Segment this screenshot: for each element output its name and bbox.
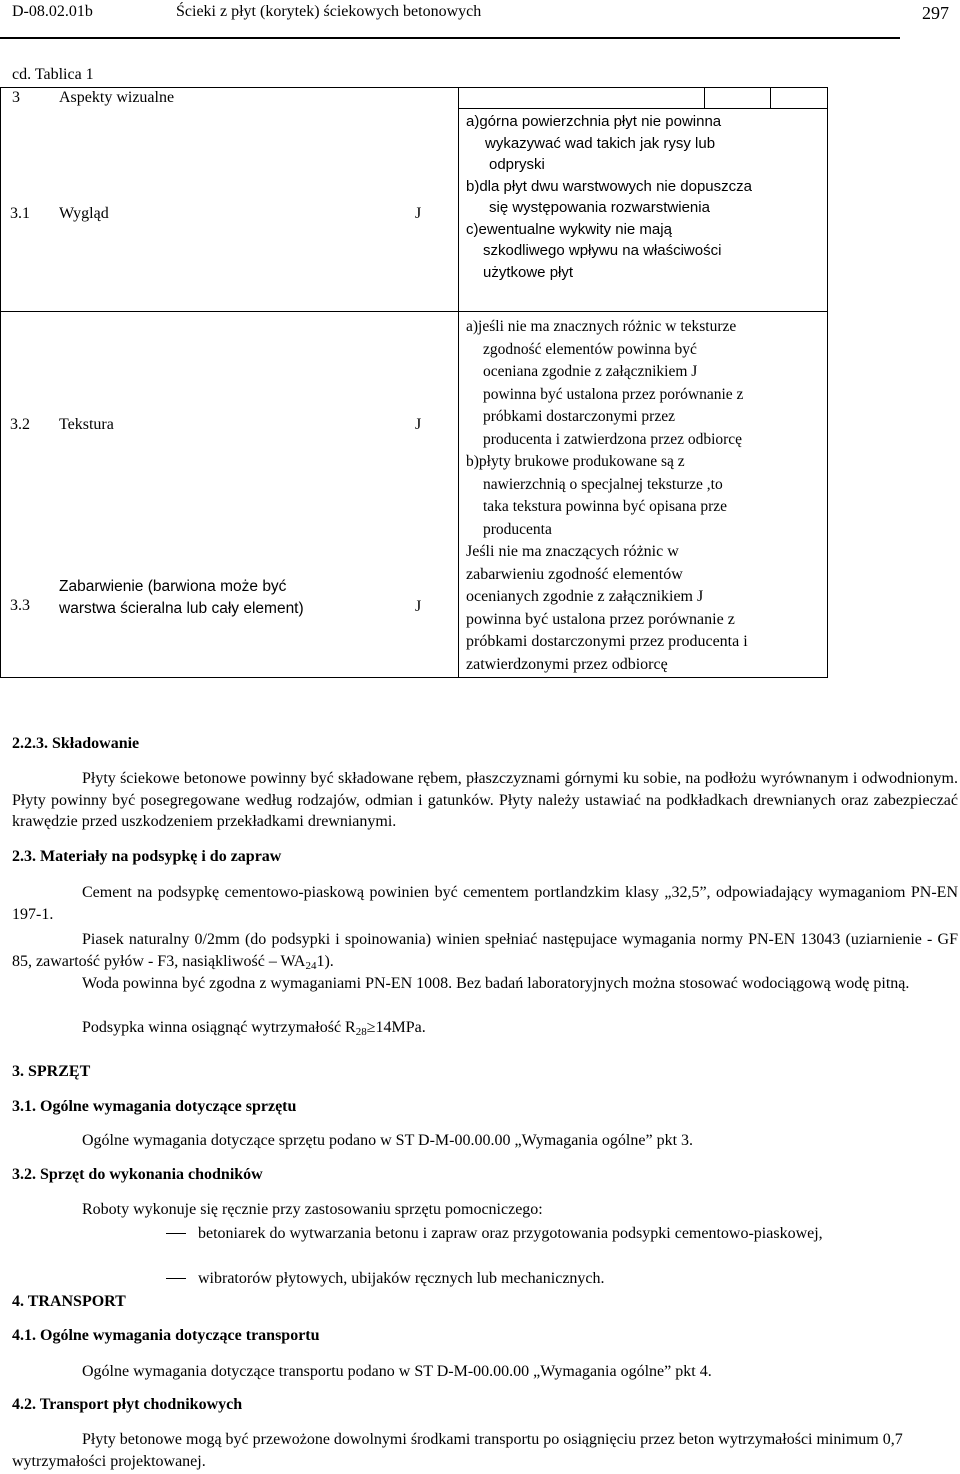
requirement-line: powinna być ustalona przez porównanie z xyxy=(466,610,735,628)
sand-paragraph xyxy=(12,929,958,977)
list-item: betoniarek do wytwarzania betonu i zapraw oraz przygotowania podsypki cementowo-piaskowej, xyxy=(198,1225,823,1242)
section-heading-transport: 4. TRANSPORT xyxy=(12,1293,126,1310)
bedding-text: Podsypka winna osiągnąć wytrzymałość R xyxy=(82,1019,356,1036)
requirement-line: producenta xyxy=(483,520,552,538)
bedding-text-end: ≥14MPa. xyxy=(366,1019,426,1036)
bedding-paragraph xyxy=(12,1017,958,1044)
row-requirements xyxy=(466,316,826,541)
row-label xyxy=(59,576,304,619)
requirement-line: zabarwieniu zgodność elementów xyxy=(466,565,683,583)
row-label: Tekstura xyxy=(59,416,114,433)
requirement-line: wykazywać wad takich jak rysy lub xyxy=(485,134,716,152)
row-mark: J xyxy=(415,598,422,615)
requirement-line: c)ewentualne wykwity nie mają xyxy=(466,220,672,238)
section-heading-sidewalk-equipment: 3.2. Sprzęt do wykonania chodników xyxy=(12,1166,263,1183)
row-label: Wygląd xyxy=(59,205,109,222)
section-heading-equipment: 3. SPRZĘT xyxy=(12,1063,91,1080)
transport-general-text: Ogólne wymagania dotyczące transportu podano w ST D-M-00.00.00 „Wymagania ogólne” pkt 4. xyxy=(82,1363,712,1380)
row-label-line: warstwa ścieralna lub cały element) xyxy=(59,599,304,617)
row-number: 3.2 xyxy=(10,416,30,433)
section-heading-materials: 2.3. Materiały na podsypkę i do zapraw xyxy=(12,848,282,865)
bedding-subscript: 28 xyxy=(355,1026,367,1038)
requirement-line: ocenianych zgodnie z załącznikiem J xyxy=(466,588,704,605)
section-heading-transport-general: 4.1. Ogólne wymagania dotyczące transportu xyxy=(12,1327,320,1344)
document-title: Ścieki z płyt (korytek) ściekowych betonowych xyxy=(176,3,482,20)
requirement-line: Jeśli nie ma znaczących różnic w xyxy=(466,543,679,560)
section-number: 3 xyxy=(12,89,20,106)
requirement-line: próbkami dostarczonymi przez producenta i xyxy=(466,633,748,650)
header-rule xyxy=(0,37,900,39)
requirement-line: producenta i zatwierdzona przez odbiorcę xyxy=(483,430,743,448)
requirement-line: odpryski xyxy=(489,156,545,173)
section-heading-storage: 2.2.3. Składowanie xyxy=(12,735,140,752)
requirement-line: powinna być ustalona przez porównanie z xyxy=(483,385,744,403)
table-caption: cd. Tablica 1 xyxy=(12,66,94,83)
requirement-line: zatwierdzonymi przez odbiorcę xyxy=(466,655,668,673)
sidewalk-equipment-text: Roboty wykonuje się ręcznie przy zastosowaniu sprzętu pomocniczego: xyxy=(82,1201,543,1218)
water-paragraph: Woda powinna być zgodna z wymaganiami PN-EN 1008. Bez badań laboratoryjnych można stosować wodociągową wodę pitną. xyxy=(82,975,910,992)
requirement-line: oceniana zgodnie z załącznikiem J xyxy=(483,363,698,380)
storage-paragraph: Płyty ściekowe betonowe powinny być składowane rębem, płaszczyznami górnymi ku sobie, na podłożu wyrównanym i odwodnionym. Płyty powinny być posegregowane według rodzajów, odmian i gatunków. Płyty należy ustawiać na podkładkach drewnianych oraz zabezpieczać krawędzie przed uszkodzeniem przekładkami drewnianymi. xyxy=(12,770,958,830)
sand-subscript: 24 xyxy=(305,959,317,972)
requirement-line: a)jeśli nie ma znacznych różnic w teksturze xyxy=(466,318,737,335)
sand-text: Piasek naturalny 0/2mm (do podsypki i spoinowania) winien spełniać następujace wymagania normy PN-EN 13043 (uziarnienie - GF 85, zawartość pyłów - F3, nasiąkliwość – WA xyxy=(12,931,958,970)
cement-paragraph: Cement na podsypkę cementowo-piaskową powinien być cementem portlandzkim klasy „32,5”, odpowiadający wymaganiom PN-EN 197-1. xyxy=(12,884,958,923)
requirement-line: szkodliwego wpływu na właściwości xyxy=(483,242,722,259)
sand-text-end: 1). xyxy=(316,952,334,970)
row-number: 3.3 xyxy=(10,597,30,614)
row-requirements xyxy=(466,541,826,676)
row-requirements xyxy=(466,111,826,283)
requirement-line: się występowania rozwarstwienia xyxy=(489,199,710,216)
slab-transport-text: Płyty betonowe mogą być przewożone dowolnymi środkami transportu po osiągnięciu przez beton wytrzymałości minimum 0,7 wytrzymałości projektowanej. xyxy=(12,1431,903,1470)
list-dash xyxy=(166,1278,186,1279)
section-label: Aspekty wizualne xyxy=(59,89,175,106)
requirement-line: taka tekstura powinna być opisana prze xyxy=(483,498,728,515)
row-mark: J xyxy=(415,205,422,222)
list-item: wibratorów płytowych, ubijaków ręcznych lub mechanicznych. xyxy=(198,1270,605,1287)
section-heading-slab-transport: 4.2. Transport płyt chodnikowych xyxy=(12,1396,243,1413)
requirement-line: b)płyty brukowe produkowane są z xyxy=(466,453,685,470)
section-heading-equipment-general: 3.1. Ogólne wymagania dotyczące sprzętu xyxy=(12,1098,297,1115)
requirement-line: b)dla płyt dwu warstwowych nie dopuszcza xyxy=(466,177,752,195)
document-code: D-08.02.01b xyxy=(12,3,93,20)
equipment-general-text: Ogólne wymagania dotyczące sprzętu podano w ST D-M-00.00.00 „Wymagania ogólne” pkt 3. xyxy=(82,1132,694,1149)
requirement-line: zgodność elementów powinna być xyxy=(483,340,697,358)
list-dash xyxy=(166,1233,186,1234)
row-number: 3.1 xyxy=(10,205,30,222)
row-label-line: Zabarwienie (barwiona może być xyxy=(59,578,287,595)
row-mark: J xyxy=(415,416,422,433)
requirement-line: a)górna powierzchnia płyt nie powinna xyxy=(466,113,722,130)
page-number: 297 xyxy=(922,3,949,23)
requirement-line: użytkowe płyt xyxy=(483,263,574,281)
requirement-line: próbkami dostarczonymi przez xyxy=(483,408,675,425)
requirement-line: nawierzchnią o specjalnej teksturze ,to xyxy=(483,475,723,493)
